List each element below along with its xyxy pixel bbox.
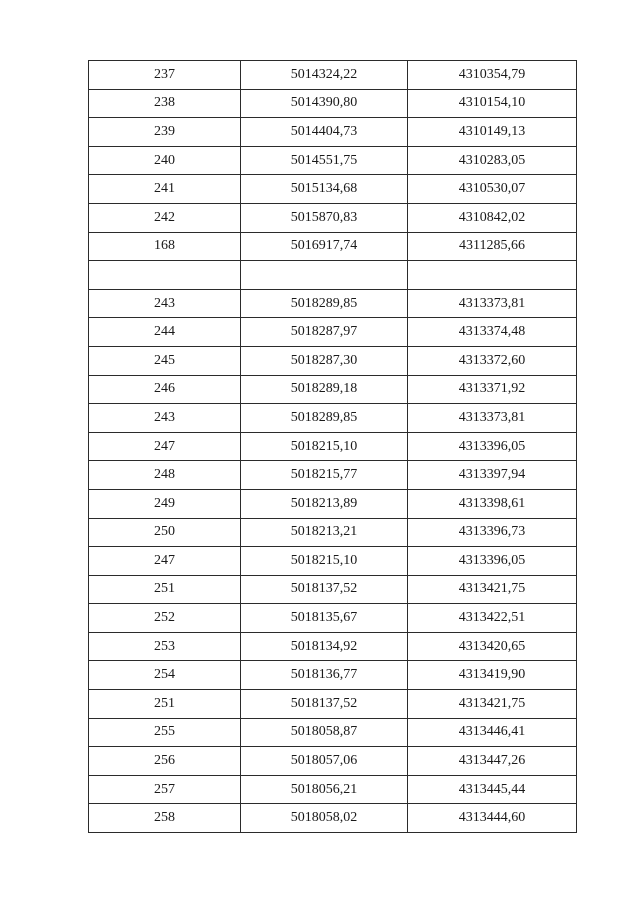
x-coordinate-cell: 5018056,21 [241,775,408,804]
x-coordinate-cell: 5018213,89 [241,489,408,518]
point-number-cell: 257 [89,775,241,804]
table-row [89,690,577,719]
y-coordinate-cell: 4313398,61 [408,489,577,518]
y-coordinate-cell [408,261,577,290]
table-row [89,661,577,690]
y-coordinate-cell: 4313422,51 [408,604,577,633]
table-row [89,804,577,833]
x-coordinate-cell: 5018135,67 [241,604,408,633]
x-coordinate-cell: 5018287,97 [241,318,408,347]
table-row [89,289,577,318]
y-coordinate-cell: 4310149,13 [408,118,577,147]
table-row [89,61,577,90]
coordinates-table [88,60,577,833]
point-number-cell: 249 [89,489,241,518]
point-number-cell: 253 [89,632,241,661]
table-row [89,632,577,661]
point-number-cell: 248 [89,461,241,490]
y-coordinate-cell: 4313421,75 [408,575,577,604]
x-coordinate-cell: 5014390,80 [241,89,408,118]
point-number-cell [89,261,241,290]
table-row [89,461,577,490]
y-coordinate-cell: 4313373,81 [408,404,577,433]
point-number-cell: 239 [89,118,241,147]
table-row [89,718,577,747]
table-row [89,518,577,547]
y-coordinate-cell: 4313371,92 [408,375,577,404]
x-coordinate-cell: 5015134,68 [241,175,408,204]
x-coordinate-cell: 5015870,83 [241,203,408,232]
x-coordinate-cell: 5016917,74 [241,232,408,261]
x-coordinate-cell: 5018215,77 [241,461,408,490]
point-number-cell: 251 [89,575,241,604]
x-coordinate-cell: 5018213,21 [241,518,408,547]
coordinates-table-body [89,61,577,833]
y-coordinate-cell: 4313445,44 [408,775,577,804]
x-coordinate-cell: 5018136,77 [241,661,408,690]
x-coordinate-cell: 5018215,10 [241,432,408,461]
point-number-cell: 254 [89,661,241,690]
table-row [89,175,577,204]
point-number-cell: 238 [89,89,241,118]
y-coordinate-cell: 4310842,02 [408,203,577,232]
y-coordinate-cell: 4313396,05 [408,432,577,461]
x-coordinate-cell: 5018289,18 [241,375,408,404]
y-coordinate-cell: 4313396,73 [408,518,577,547]
point-number-cell: 237 [89,61,241,90]
point-number-cell: 242 [89,203,241,232]
table-row [89,404,577,433]
x-coordinate-cell: 5018134,92 [241,632,408,661]
y-coordinate-cell: 4313374,48 [408,318,577,347]
y-coordinate-cell: 4311285,66 [408,232,577,261]
x-coordinate-cell: 5018289,85 [241,289,408,318]
table-row [89,89,577,118]
y-coordinate-cell: 4310154,10 [408,89,577,118]
x-coordinate-cell: 5018057,06 [241,747,408,776]
y-coordinate-cell: 4313444,60 [408,804,577,833]
x-coordinate-cell: 5018215,10 [241,547,408,576]
table-row [89,318,577,347]
y-coordinate-cell: 4313420,65 [408,632,577,661]
table-row [89,232,577,261]
point-number-cell: 258 [89,804,241,833]
x-coordinate-cell: 5018058,87 [241,718,408,747]
point-number-cell: 250 [89,518,241,547]
table-row [89,775,577,804]
y-coordinate-cell: 4313419,90 [408,661,577,690]
x-coordinate-cell: 5014404,73 [241,118,408,147]
y-coordinate-cell: 4313447,26 [408,747,577,776]
point-number-cell: 168 [89,232,241,261]
point-number-cell: 247 [89,432,241,461]
y-coordinate-cell: 4313373,81 [408,289,577,318]
point-number-cell: 255 [89,718,241,747]
table-row [89,203,577,232]
point-number-cell: 243 [89,404,241,433]
point-number-cell: 244 [89,318,241,347]
point-number-cell: 256 [89,747,241,776]
table-row [89,346,577,375]
y-coordinate-cell: 4313397,94 [408,461,577,490]
table-row [89,261,577,290]
table-row [89,118,577,147]
x-coordinate-cell: 5018137,52 [241,575,408,604]
table-row [89,375,577,404]
y-coordinate-cell: 4310530,07 [408,175,577,204]
x-coordinate-cell: 5018137,52 [241,690,408,719]
point-number-cell: 251 [89,690,241,719]
x-coordinate-cell: 5014324,22 [241,61,408,90]
y-coordinate-cell: 4310283,05 [408,146,577,175]
point-number-cell: 245 [89,346,241,375]
table-row [89,489,577,518]
x-coordinate-cell: 5018289,85 [241,404,408,433]
x-coordinate-cell: 5014551,75 [241,146,408,175]
x-coordinate-cell: 5018287,30 [241,346,408,375]
table-row [89,432,577,461]
table-row [89,747,577,776]
x-coordinate-cell [241,261,408,290]
point-number-cell: 240 [89,146,241,175]
point-number-cell: 241 [89,175,241,204]
y-coordinate-cell: 4310354,79 [408,61,577,90]
x-coordinate-cell: 5018058,02 [241,804,408,833]
y-coordinate-cell: 4313446,41 [408,718,577,747]
table-row [89,547,577,576]
point-number-cell: 247 [89,547,241,576]
point-number-cell: 252 [89,604,241,633]
point-number-cell: 243 [89,289,241,318]
y-coordinate-cell: 4313396,05 [408,547,577,576]
y-coordinate-cell: 4313372,60 [408,346,577,375]
y-coordinate-cell: 4313421,75 [408,690,577,719]
table-row [89,575,577,604]
point-number-cell: 246 [89,375,241,404]
table-row [89,146,577,175]
table-row [89,604,577,633]
